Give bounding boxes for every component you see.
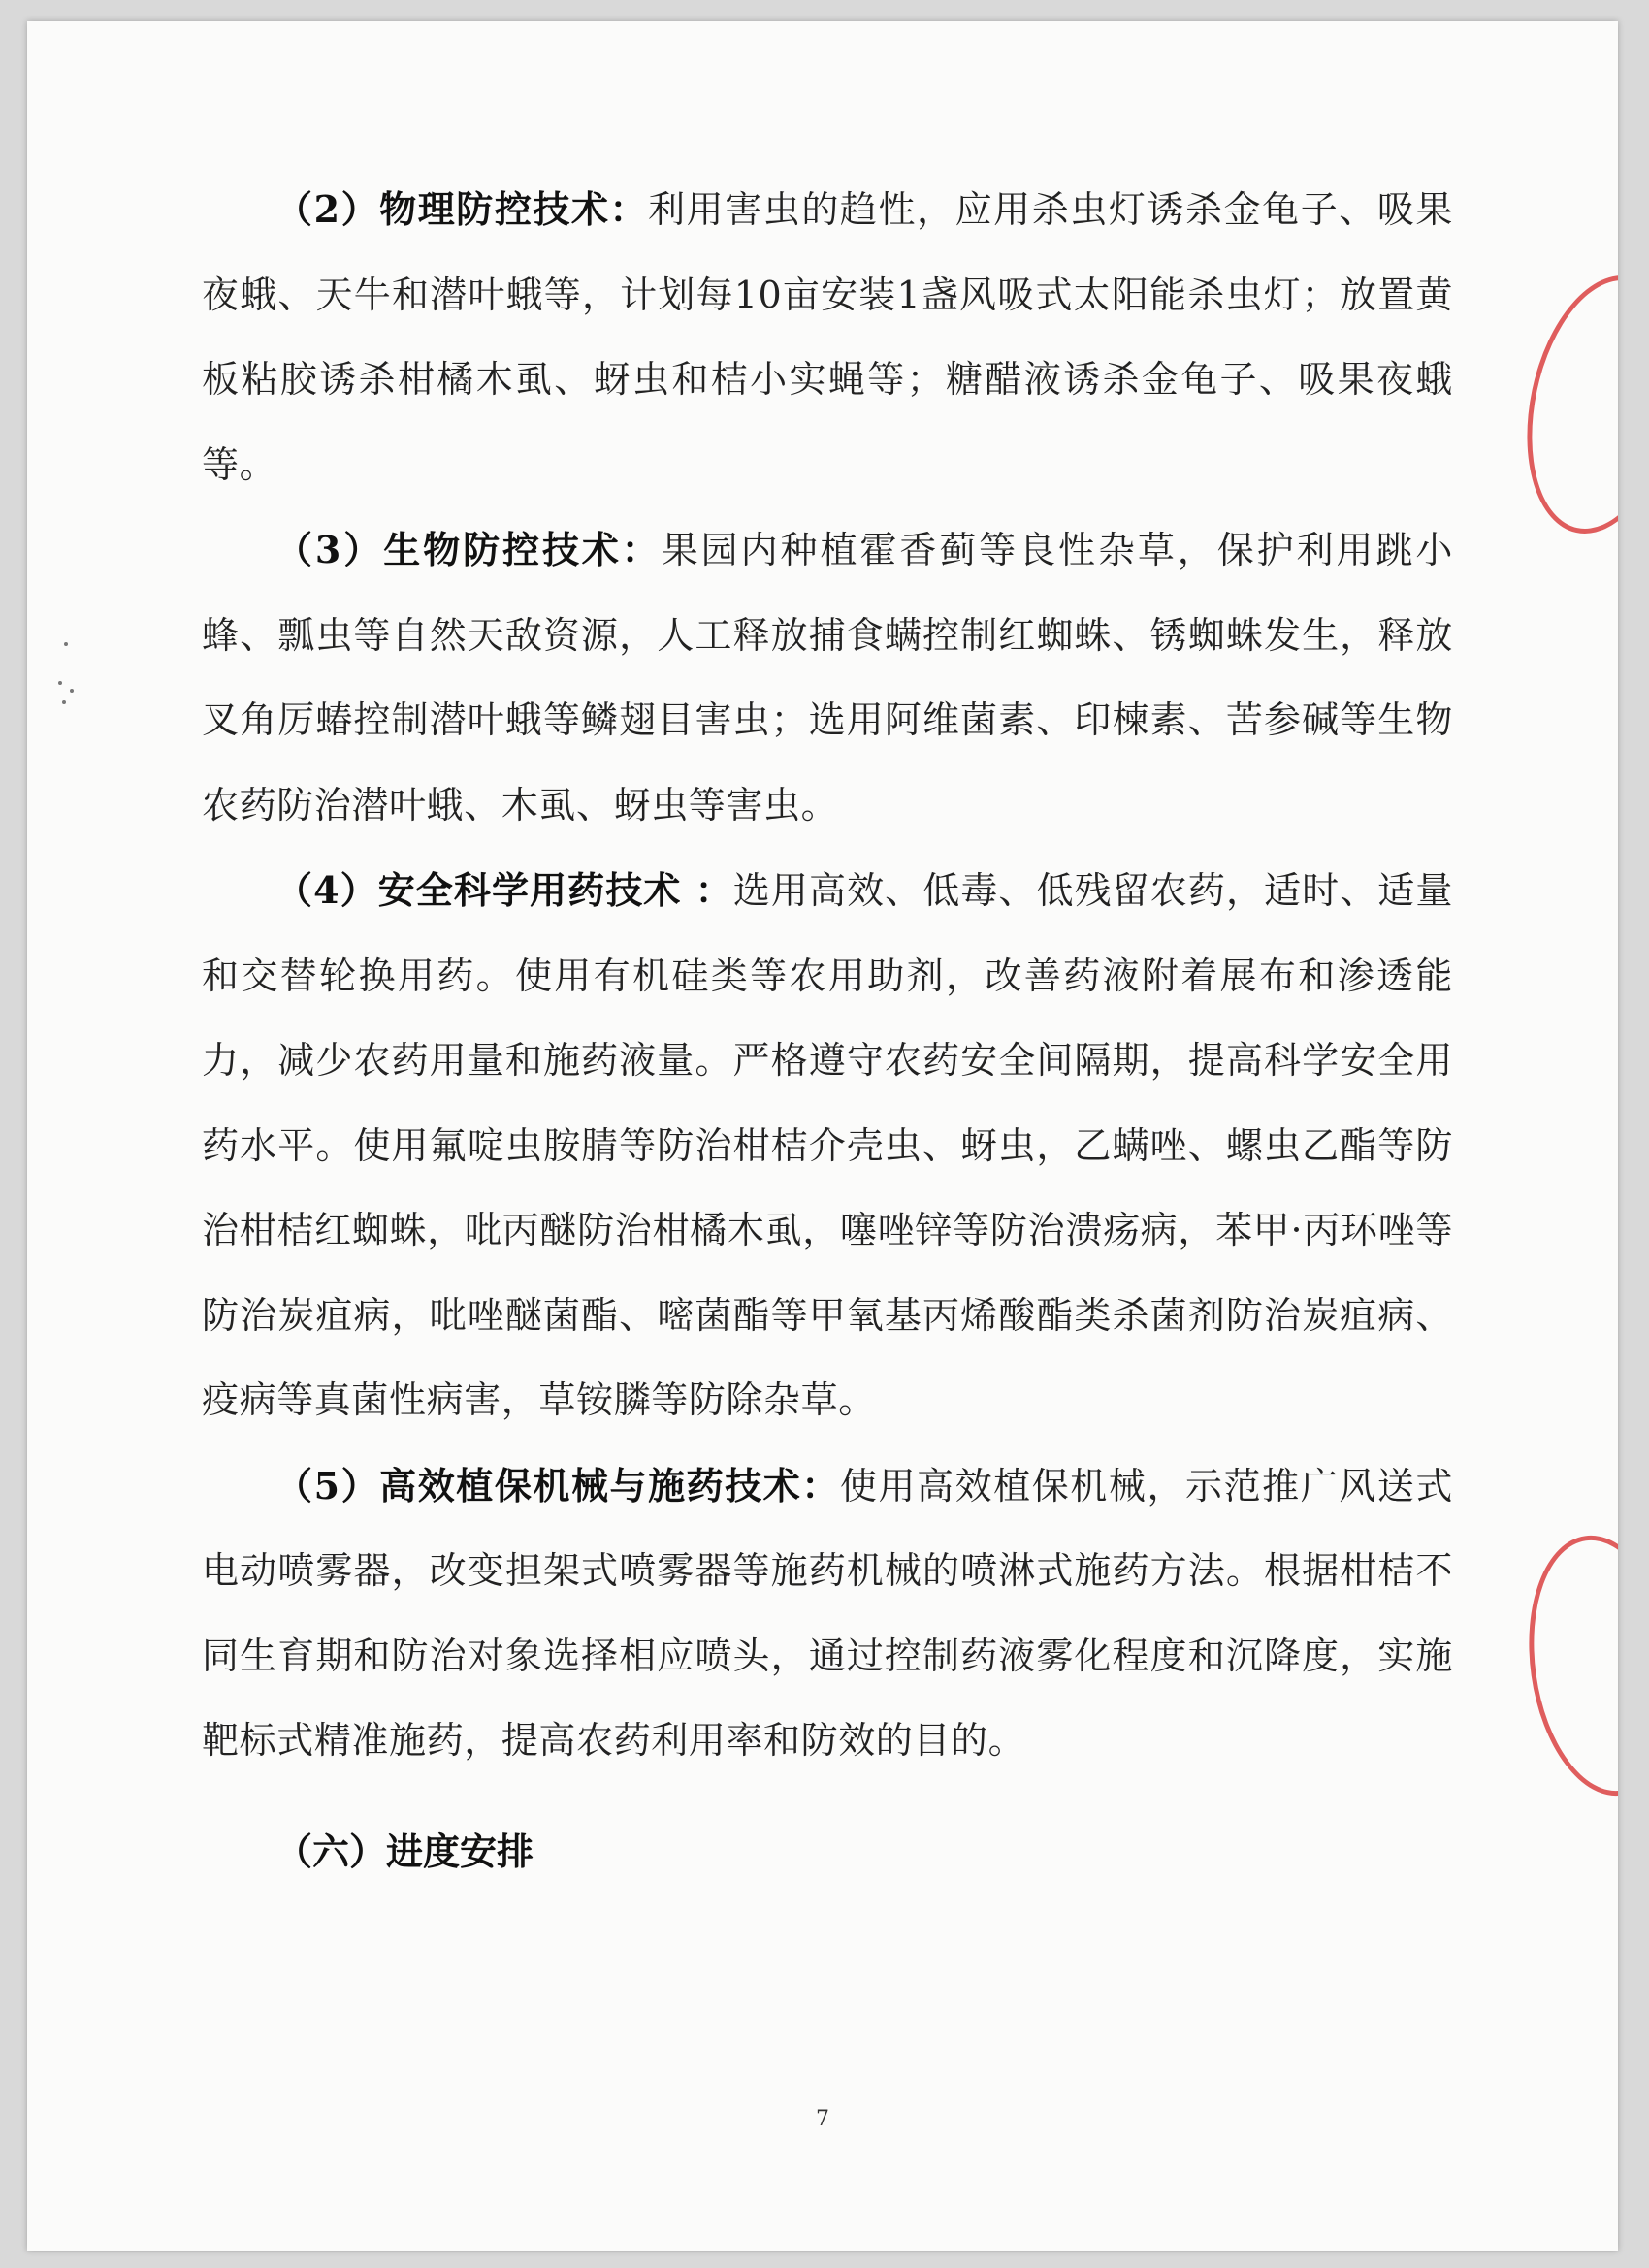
paragraph-heading: （3）生物防控技术：: [275, 528, 662, 571]
paragraph-biological-control: [202, 507, 1453, 848]
paragraph-text: 果园内种植霍香蓟等良性杂草，保护利用跳小蜂、瓢虫等自然天敌资源，人工释放捕食螨控制红蜘蛛、锈蜘蛛发生，释放叉角厉蝽控制潜叶蛾等鳞翅目害虫；选用阿维菌素、印楝素、苦参碱等生物农药防治潜叶蛾、木虱、蚜虫等害虫。: [202, 529, 1453, 826]
paragraph-text: 利用害虫的趋性，应用杀虫灯诱杀金龟子、吸果夜蛾、天牛和潜叶蛾等，计划每10亩安装1盏风吸式太阳能杀虫灯；放置黄板粘胶诱杀柑橘木虱、蚜虫和桔小实蝇等；糖醋液诱杀金龟子、吸果夜蛾等。: [202, 188, 1453, 486]
paragraph-text: 使用高效植保机械，示范推广风送式电动喷雾器，改变担架式喷雾器等施药机械的喷淋式施药方法。根据柑桔不同生育期和防治对象选择相应喷头，通过控制药液雾化程度和沉降度，实施靶标式精准施药，提高农药利用率和防效的目的。: [202, 1464, 1453, 1762]
section-heading-schedule: （六）进度安排: [275, 1829, 534, 1873]
paragraph-heading: （4）安全科学用药技术 ：: [275, 868, 733, 912]
red-seal-stamp: [1513, 1526, 1618, 1805]
document-page: [27, 21, 1618, 2251]
red-seal-stamp: [1505, 261, 1618, 547]
document-body: [202, 167, 1453, 1891]
paragraph-heading: （5）高效植保机械与施药技术：: [275, 1463, 840, 1507]
paragraph-text: 选用高效、低毒、低残留农药，适时、适量和交替轮换用药。使用有机硅类等农用助剂，改善药液附着展布和渗透能力，减少农药用量和施药液量。严格遵守农药安全间隔期，提高科学安全用药水平。使用氟啶虫胺腈等防治柑桔介壳虫、蚜虫，乙螨唑、螺虫乙酯等防治柑桔红蜘蛛，吡丙醚防治柑橘木虱，噻唑锌等防治溃疡病，苯甲·丙环唑等防治炭疽病，吡唑醚菌酯、嘧菌酯等甲氧基丙烯酸酯类杀菌剂防治炭疽病、疫病等真菌性病害，草铵膦等防除杂草。: [202, 869, 1453, 1421]
paragraph-heading: （2）物理防控技术：: [275, 187, 649, 231]
scan-specks: [56, 642, 95, 759]
paragraph-plant-protection-machinery: [202, 1443, 1453, 1784]
paragraph-physical-control: [202, 167, 1453, 507]
page-number: 7: [816, 2107, 829, 2131]
paragraph-safe-pesticide-use: [202, 848, 1453, 1443]
